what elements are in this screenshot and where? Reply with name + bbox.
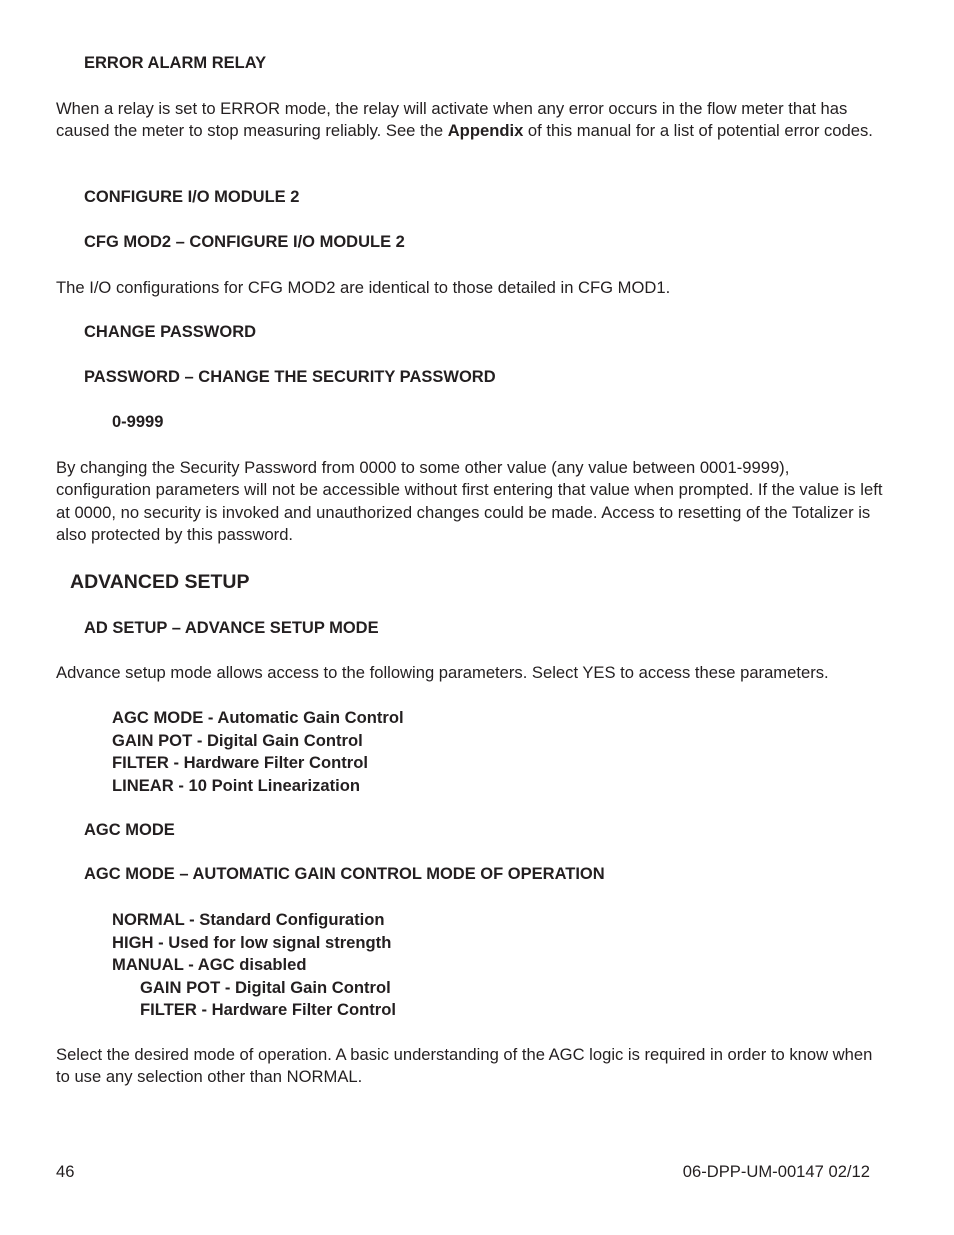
agc-options-list xyxy=(112,909,396,1022)
configure-io-module-2-heading: CONFIGURE I/O MODULE 2 xyxy=(84,188,300,206)
error-alarm-relay-paragraph: When a relay is set to ERROR mode, the relay will activate when any error occurs in the flow meter that has caused the meter to stop measuring reliably. See the Appendix of this manual for a list of potential error codes. xyxy=(56,99,873,141)
change-password-heading: CHANGE PASSWORD xyxy=(84,323,257,341)
page-number: 46 xyxy=(56,1162,75,1181)
ad-setup-options-list xyxy=(112,707,404,797)
list-item: NORMAL - Standard Configuration xyxy=(112,910,385,929)
list-item: GAIN POT - Digital Gain Control xyxy=(140,977,391,997)
agc-paragraph: Select the desired mode of operation. A basic understanding of the AGC logic is required in order to know when to use any selection other than NORMAL. xyxy=(56,1045,873,1087)
agc-mode-heading: AGC MODE xyxy=(84,821,175,839)
advanced-setup-heading: ADVANCED SETUP xyxy=(70,571,250,593)
list-item: LINEAR - 10 Point Linearization xyxy=(112,775,361,795)
appendix-reference: Appendix xyxy=(447,121,524,141)
manual-sub-options xyxy=(112,977,396,1022)
list-item: HIGH - Used for low signal strength xyxy=(112,932,392,952)
document-id: 06-DPP-UM-00147 02/12 xyxy=(682,1162,870,1181)
ad-setup-paragraph: Advance setup mode allows access to the following parameters. Select YES to access these parameters. xyxy=(56,663,829,682)
password-paragraph: By changing the Security Password from 0000 to some other value (any value between 0001-9999), configuration parameters will not be accessible without first entering that value when prompted. If the value is left at 0000, no security is invoked and unauthorized changes could be made. Access to resetting of the Totalizer is also protected by this password. xyxy=(56,458,883,545)
list-item: FILTER - Hardware Filter Control xyxy=(140,1000,396,1020)
cfg-mod2-heading: CFG MOD2 – CONFIGURE I/O MODULE 2 xyxy=(84,233,405,251)
cfg-mod2-paragraph: The I/O configurations for CFG MOD2 are identical to those detailed in CFG MOD1. xyxy=(56,278,671,297)
list-item: FILTER - Hardware Filter Control xyxy=(112,753,368,773)
list-item: MANUAL - AGC disabled xyxy=(112,955,307,975)
ad-setup-heading: AD SETUP – ADVANCE SETUP MODE xyxy=(84,619,379,637)
agc-mode-sub-heading: AGC MODE – AUTOMATIC GAIN CONTROL MODE OF OPERATION xyxy=(84,865,605,883)
password-heading: PASSWORD – CHANGE THE SECURITY PASSWORD xyxy=(84,368,496,386)
list-item: GAIN POT - Digital Gain Control xyxy=(112,730,363,750)
list-item: AGC MODE - Automatic Gain Control xyxy=(112,708,404,727)
password-range: 0-9999 xyxy=(112,413,164,431)
error-alarm-relay-heading: ERROR ALARM RELAY xyxy=(84,54,267,72)
